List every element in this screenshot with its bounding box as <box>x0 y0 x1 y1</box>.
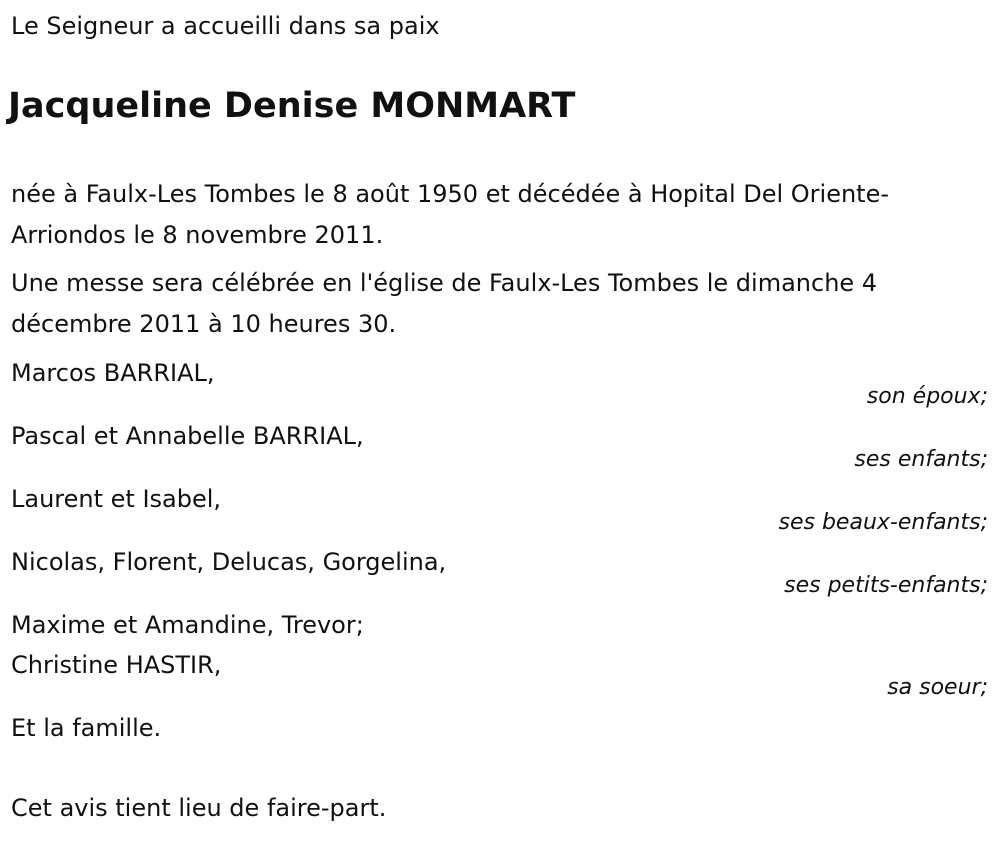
family-member-names: Nicolas, Florent, Delucas, Gorgelina, <box>11 548 447 576</box>
birth-death-paragraph: née à Faulx-Les Tombes le 8 août 1950 et décédée à Hopital Del Oriente-Arriondos le 8 novembre 2011. <box>11 180 890 249</box>
family-relation: ses petits-enfants; <box>784 573 988 598</box>
footer-note: Cet avis tient lieu de faire-part. <box>11 794 387 822</box>
family-member-names: Marcos BARRIAL, <box>11 359 215 387</box>
family-member-names: Pascal et Annabelle BARRIAL, <box>11 422 364 450</box>
family-relation: sa soeur; <box>887 675 988 700</box>
deceased-name: Jacqueline Denise MONMART <box>8 86 576 126</box>
family-member-names: Maxime et Amandine, Trevor; <box>11 611 364 639</box>
family-member-names: Christine HASTIR, <box>11 651 222 679</box>
mass-paragraph: Une messe sera célébrée en l'église de Faulx-Les Tombes le dimanche 4 décembre 2011 à 10 heures 30. <box>11 269 878 338</box>
family-member-names: Laurent et Isabel, <box>11 485 222 513</box>
closing-family: Et la famille. <box>11 714 162 742</box>
family-relation: ses beaux-enfants; <box>778 510 988 535</box>
family-relation: son époux; <box>866 384 988 409</box>
intro-line: Le Seigneur a accueilli dans sa paix <box>11 12 440 40</box>
family-relation: ses enfants; <box>854 447 988 472</box>
